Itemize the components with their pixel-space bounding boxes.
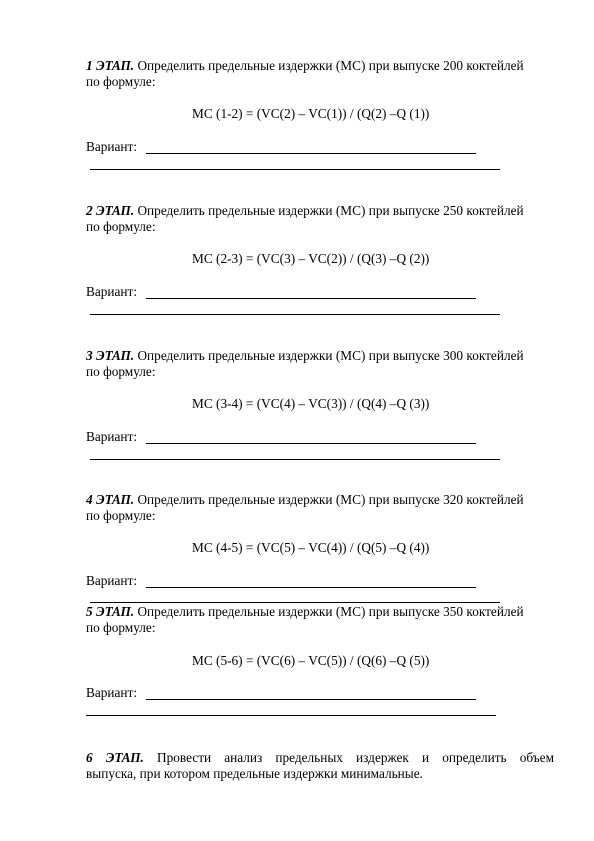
stage-1-text: Определить предельные издержки (МС) при выпуске 200 коктейлей: [137, 58, 524, 73]
stage-6-text-continued: выпуска, при котором предельные издержки минимальные.: [86, 766, 423, 781]
stage-2-answer-line-2[interactable]: [90, 314, 500, 315]
stage-4-variant-label: Вариант:: [86, 573, 138, 588]
stage-2-variant-label: Вариант:: [86, 284, 138, 299]
stage-4-title: 4 ЭТАП.: [86, 492, 135, 507]
stage-6-word: определить: [442, 750, 507, 765]
stage-6-title: 6 ЭТАП.: [86, 750, 144, 765]
stage-4-text: Определить предельные издержки (МС) при выпуске 320 коктейлей: [137, 492, 524, 507]
stage-1-heading: [86, 58, 524, 74]
stage-6-word: объем: [519, 750, 554, 765]
stage-5-text: Определить предельные издержки (МС) при выпуске 350 коктейлей: [137, 604, 524, 619]
stage-2-title: 2 ЭТАП.: [86, 203, 135, 218]
stage-6-heading: [86, 750, 554, 766]
stage-4-heading: [86, 492, 524, 508]
stage-1-variant-label: Вариант:: [86, 139, 138, 154]
stage-3-variant-label: Вариант:: [86, 429, 138, 444]
stage-6-word: предельных: [275, 750, 343, 765]
stage-5-text-continued: по формуле:: [86, 620, 156, 635]
stage-2-text: Определить предельные издержки (МС) при выпуске 250 коктейлей: [137, 203, 524, 218]
stage-3-formula: МС (3-4) = (VC(4) – VC(3)) / (Q(4) –Q (3)): [192, 396, 430, 411]
stage-5-heading: [86, 604, 524, 620]
stage-4-text-continued: по формуле:: [86, 508, 156, 523]
stage-1-answer-line[interactable]: [146, 153, 476, 154]
stage-3-answer-line[interactable]: [146, 443, 476, 444]
stage-5-answer-line[interactable]: [146, 699, 476, 700]
stage-2-text-continued: по формуле:: [86, 219, 156, 234]
stage-4-formula: МС (4-5) = (VC(5) – VC(4)) / (Q(5) –Q (4)): [192, 540, 430, 555]
stage-1-title: 1 ЭТАП.: [86, 58, 135, 73]
stage-2-formula: МС (2-3) = (VC(3) – VC(2)) / (Q(3) –Q (2)): [192, 251, 430, 266]
stage-1-formula: МС (1-2) = (VC(2) – VC(1)) / (Q(2) –Q (1)): [192, 106, 430, 121]
stage-5-formula: МС (5-6) = (VC(6) – VC(5)) / (Q(6) –Q (5)): [192, 653, 430, 668]
stage-3-text: Определить предельные издержки (МС) при выпуске 300 коктейлей: [137, 348, 524, 363]
stage-5-answer-line-2[interactable]: [86, 715, 496, 716]
stage-4-answer-line[interactable]: [146, 587, 476, 588]
stage-2-heading: [86, 203, 524, 219]
stage-1-text-continued: по формуле:: [86, 74, 156, 89]
stage-3-answer-line-2[interactable]: [90, 459, 500, 460]
stage-1-answer-line-2[interactable]: [90, 169, 500, 170]
stage-6-word: издержек: [356, 750, 409, 765]
stage-2-answer-line[interactable]: [146, 298, 476, 299]
stage-5-title: 5 ЭТАП.: [86, 604, 135, 619]
stage-6-word: Провести: [156, 750, 212, 765]
stage-3-heading: [86, 348, 524, 364]
stage-6-word: анализ: [224, 750, 263, 765]
stage-5-variant-label: Вариант:: [86, 685, 138, 700]
stage-3-title: 3 ЭТАП.: [86, 348, 135, 363]
stage-3-text-continued: по формуле:: [86, 364, 156, 379]
stage-6-word: и: [421, 750, 430, 765]
stage-4-answer-line-2[interactable]: [90, 602, 500, 603]
